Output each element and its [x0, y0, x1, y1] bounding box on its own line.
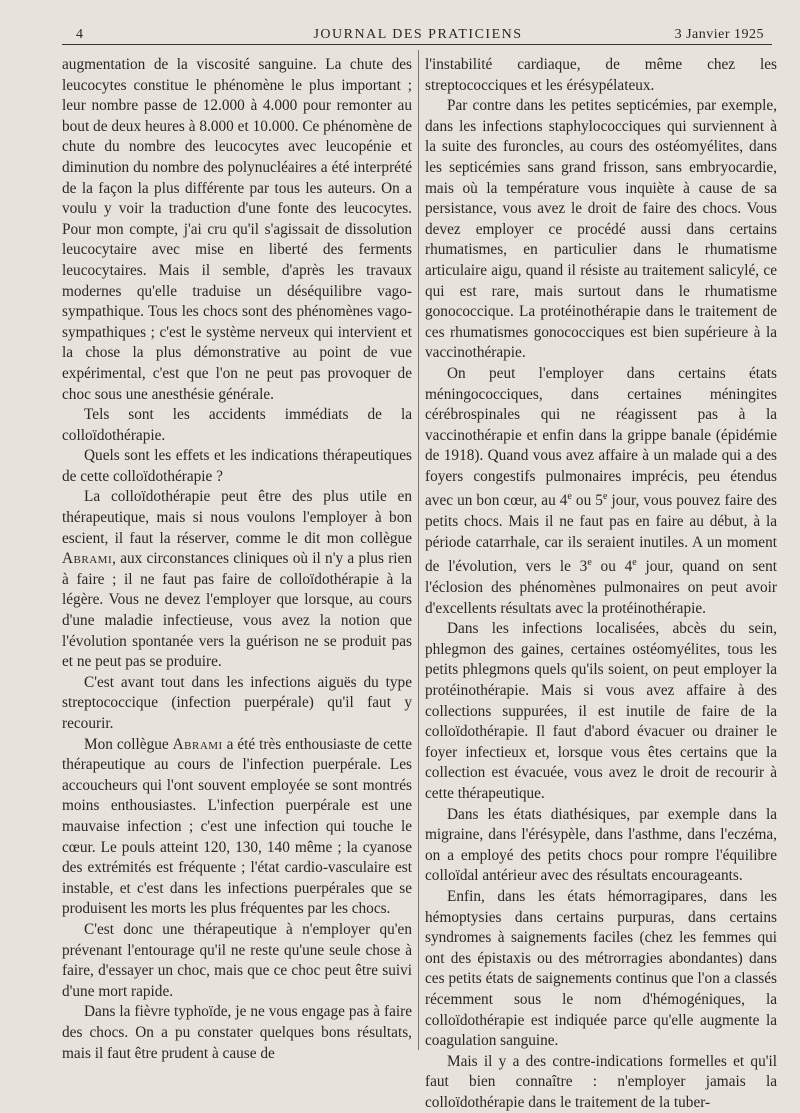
author-name: Abrami [62, 550, 113, 568]
ordinal-suffix: e [567, 491, 572, 503]
left-column [62, 55, 412, 1064]
paragraph [62, 487, 412, 672]
paragraph: C'est avant tout dans les infections aiguës du type streptococcique (infection puerpérale) qu'il faut y recourir. [62, 673, 412, 732]
ordinal-suffix: e [587, 557, 592, 569]
right-column [425, 55, 777, 1113]
text-run: , aux circonstances cliniques où il n'y a plus rien à faire ; il ne faut pas faire de colloïdothérapie à la légère. Vous ne devez l'employer que lorsque, au cours d'une maladie infectieuse, vous avez la notion que l'évolution spontanée vers la guérison ne se produit pas et ne peut pas se produire. [62, 550, 412, 671]
paragraph: Dans les états diathésiques, par exemple dans la migraine, dans l'érésypèle, dans l'asthme, dans l'eczéma, on a employé des petits chocs pour rompre l'équilibre colloïdal antérieur avec des résultats encourageants. [425, 805, 777, 885]
paragraph [425, 364, 777, 619]
paragraph: Quels sont les effets et les indications thérapeutiques de cette colloïdothérapie ? [62, 447, 412, 485]
paragraph: Tels sont les accidents immédiats de la colloïdothérapie. [62, 406, 412, 444]
text-run: Mon collègue [84, 735, 173, 753]
author-name: Abrami [172, 735, 223, 753]
issue-date: 3 Janvier 1925 [674, 27, 764, 42]
paragraph: Mais il y a des contre-indications formelles et qu'il faut bien connaître : n'employer jamais la colloïdothérapie dans le traitement de la tuber- [425, 1052, 777, 1111]
column-divider [418, 50, 419, 1050]
page-number: 4 [76, 27, 84, 42]
text-run: La colloïdothérapie peut être des plus utile en thérapeutique, mais si nous voulons l'employer à bon escient, il faut la réserver, comme le dit mon collègue [62, 488, 412, 547]
journal-title: JOURNAL DES PRATICIENS [313, 27, 523, 42]
ordinal-suffix: e [632, 557, 637, 569]
continued-paragraph: augmentation de la viscosité sanguine. La chute des leucocytes constitue le phénomène le plus important ; leur nombre passe de 12.000 à 4.000 pour remonter au bout de deux heures à 8.000 et 10.000. Ce phénomène de chute du nombre des leucocytes avec leucopénie et diminution du nombre des polynucléaires a été interprété de la façon la plus différente par tous les auteurs. On a voulu y voir la traduction d'une fonte des leucocytes. Pour mon compte, j'ai cru qu'il s'agissait de dissolution leucocytaire avec mise en liberté des ferments leucocytaires. Mais il semble, d'après les travaux modernes qu'elle traduise un déséquilibre vago-sympathique. Tous les chocs sont des phénomènes vago-sympathiques ; c'est le système nerveux qui intervient et la chose la plus démonstrative au point de vue expérimental, c'est que l'on ne peut pas provoquer de choc sous une anesthésie générale. [62, 56, 412, 403]
paragraph: C'est donc une thérapeutique à n'employer qu'en prévenant l'entourage qu'il ne reste qu'une seule chose à faire, d'essayer un choc, mais que ce choc peut être suivi d'une mort rapide. [62, 920, 412, 1000]
paragraph [62, 735, 412, 920]
continued-paragraph: l'instabilité cardiaque, de même chez les streptococciques et les érésypélateux. [425, 56, 777, 94]
text-run: a été très enthousiaste de cette thérapeutique au cours de l'infection puerpérale. Les accoucheurs qui l'ont souvent employée se sont montrés moins enthousiastes. L'infection puerpérale est une mauvaise infection ; c'est une infection qui touche le cœur. Le pouls atteint 120, 130, 140 même ; la cyanose des extrémités est fréquente ; l'état cardio-vasculaire est instable, et c'est dans les infections puerpérales que se produisent les morts les plus fréquentes par les chocs. [62, 735, 412, 918]
text-run: jour, vous pouvez faire des petits chocs. Mais il ne faut pas en faire au début, à la période catarrhale, car ils seraient inutiles. A un moment de l'évolution, vers le 3 [425, 492, 778, 576]
text-run: ou 4 [591, 558, 633, 576]
paragraph: Enfin, dans les états hémorragipares, dans les hémoptysies dans certains purpuras, dans certains syndromes à saignements faciles (chez les femmes qui ont des épistaxis ou des métrorragies abondantes) dans ces petits états de saignements continus que l'on a classés récemment sous le nom d'hémogéniques, la colloïdothérapie est indiquée parce qu'elle augmente la coagulation sanguine. [425, 887, 777, 1050]
page-header [66, 24, 770, 46]
paragraph: Dans la fièvre typhoïde, je ne vous engage pas à faire des chocs. On a pu constater quelques bons résultats, mais il faut être prudent à cause de [62, 1003, 412, 1062]
text-run: On peut l'employer dans certains états méningococciques, dans certaines méningites cérébrospinales qui ne réagissent pas à la vaccinothérapie et enfin dans la grippe banale (épidémie de 1918). Quand vous avez affaire à un malade qui a des foyers congestifs pulmonaires imprécis, peu étendus avec un bon cœur, au 4 [425, 364, 777, 510]
text-run: ou 5 [571, 492, 603, 510]
header-rule [62, 44, 772, 45]
text-run: jour, quand on sent l'éclosion des phénomènes pulmonaires on peut avoir d'excellents résultats avec la protéinothérapie. [425, 558, 777, 617]
paragraph: Dans les infections localisées, abcès du sein, phlegmon des gaines, certaines ostéomyélites, tous les petits phlegmons quels qu'ils soient, on peut employer la protéinothérapie. Mais si vous avez affaire à des collections suppurées, il est inutile de faire de la colloïdothérapie. Il faut d'abord évacuer ou drainer le foyer infectieux et, lorsque vous êtes certains que la collection est évacuée, vous avez le droit de recourir à cette thérapeutique. [425, 620, 777, 802]
paragraph: Par contre dans les petites septicémies, par exemple, dans les infections staphylococciques qui surviennent à la suite des furoncles, au cours des ostéomyélites, dans les septicémies sans grand frisson, sans embryocardie, mais où la température vous inquiète à cause de sa persistance, vous avez le droit de faire des chocs. Vous devez employer ce procédé aussi dans certains rhumatismes, en particulier dans le rhumatisme articulaire aigu, quand il résiste au traitement salicylé, ce qui est rare, mais surtout dans le rhumatisme gonococcique. La protéinothérapie dans le traitement de ces rhumatismes gonococciques est bien supérieure à la vaccinothérapie. [425, 97, 777, 362]
ordinal-suffix: e [602, 491, 608, 503]
